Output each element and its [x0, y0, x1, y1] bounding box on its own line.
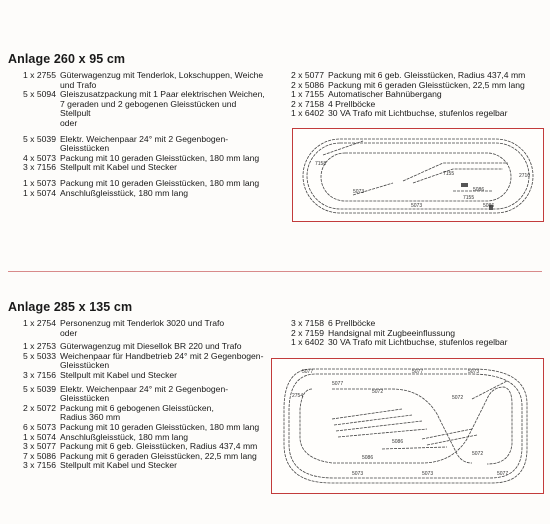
plan-label: 2754	[292, 393, 304, 399]
part-description: Stellpult mit Kabel und Stecker	[60, 162, 178, 173]
plan-label: 5077	[497, 471, 509, 477]
plan-label: 5072	[372, 389, 384, 395]
plan-label: 7155	[443, 171, 455, 177]
part-description: Güterwagenzug mit Diesellok BR 220 und Trafo	[60, 341, 242, 352]
part-description: Packung mit 6 geb. Gleisstücken, Radius 437,4 mm	[60, 441, 258, 452]
part-description: Stellpult mit Kabel und Stecker	[60, 460, 178, 471]
part-description: 30 VA Trafo mit Lichtbuchse, stufenlos regelbar	[328, 337, 508, 348]
part-description: 30 VA Trafo mit Lichtbuchse, stufenlos regelbar	[328, 108, 508, 119]
section1-track-plan	[292, 128, 544, 222]
part-quantity: 5 x 5094	[23, 89, 56, 100]
plan-label: 7158	[315, 161, 327, 167]
part-description: Packung mit 6 geraden Gleisstücken, 22,5 mm lang	[328, 79, 525, 90]
plan-label: 5073	[422, 471, 434, 477]
part-description: Gleisstücken	[60, 360, 110, 371]
part-quantity: 2 x 5086	[291, 79, 324, 90]
part-description: Gleiszusatzpackung mit 1 Paar elektrischen Weichen,	[60, 89, 265, 100]
part-quantity: 2 x 7158	[291, 98, 324, 109]
part-quantity: 1 x 7155	[291, 89, 324, 100]
part-description: Personenzug mit Tenderlok 3020 und Trafo	[60, 318, 225, 328]
part-quantity: 2 x 7159	[291, 327, 324, 338]
part-description: 7 geraden und 2 gebogenen Gleisstücken und	[60, 98, 237, 109]
plan-label: 5077	[302, 369, 314, 375]
part-quantity: 1 x 5073	[23, 178, 56, 188]
plan-label: 5086	[473, 187, 485, 193]
part-quantity: 1 x 6402	[291, 108, 324, 119]
part-quantity: 3 x 5077	[23, 441, 56, 452]
part-description: Handsignal mit Zugbeeinflussung	[328, 327, 456, 338]
plan-label: 5077	[412, 369, 424, 375]
part-quantity: 3 x 7156	[23, 460, 56, 471]
part-quantity: 1 x 2754	[23, 318, 56, 328]
part-description: Packung mit 10 geraden Gleisstücken, 180 mm lang	[60, 422, 260, 432]
plan-label: 5072	[472, 451, 484, 457]
part-quantity: 2 x 5077	[291, 70, 324, 80]
part-quantity: 4 x 5073	[23, 152, 56, 163]
part-description: Güterwagenzug mit Tenderlok, Lokschuppen, Weiche	[60, 70, 264, 80]
part-description: Stellpult	[60, 108, 91, 119]
section1-track-plan-drawing	[293, 129, 543, 221]
part-quantity: 1 x 2755	[23, 70, 56, 80]
section1-title: Anlage 260 x 95 cm	[8, 52, 126, 66]
part-quantity: 2 x 5072	[23, 402, 56, 413]
part-description: Packung mit 10 geraden Gleisstücken, 180 mm lang	[60, 178, 260, 188]
plan-label: 5086	[362, 455, 374, 461]
section-divider	[8, 271, 542, 272]
part-quantity: 1 x 5074	[23, 187, 56, 198]
part-quantity: 7 x 5086	[23, 450, 56, 461]
part-description: Anschlußgleisstück, 180 mm lang	[60, 187, 189, 198]
part-description: Stellpult mit Kabel und Stecker	[60, 370, 178, 380]
part-description: Gleisstücken	[60, 393, 110, 404]
plan-label: 5073	[352, 471, 364, 477]
part-quantity: 3 x 7156	[23, 370, 56, 380]
part-description: Elektr. Weichenpaar 24° mit 2 Gegenbogen-	[60, 383, 229, 394]
part-quantity: 5 x 5039	[23, 383, 56, 394]
part-description: 4 Prellböcke	[328, 98, 376, 109]
plan-label: 5086	[392, 439, 404, 445]
part-quantity: 1 x 2753	[23, 341, 56, 352]
part-description: oder	[60, 118, 78, 128]
section2-track-plan	[271, 358, 544, 494]
section2-title: Anlage 285 x 135 cm	[8, 300, 133, 314]
plan-label: 5073	[468, 369, 480, 375]
part-quantity: 3 x 7156	[23, 162, 56, 173]
part-description: Packung mit 6 geb. Gleisstücken, Radius 437,4 mm	[328, 70, 526, 80]
part-description: Gleisstücken	[60, 143, 110, 154]
plan-label: 7155	[463, 195, 475, 201]
plan-label: 5073	[353, 189, 365, 195]
part-description: und Trafo	[60, 79, 97, 90]
part-quantity: 6 x 5073	[23, 422, 56, 432]
part-quantity: 1 x 5074	[23, 431, 56, 442]
part-description: 6 Prellböcke	[328, 318, 376, 328]
part-quantity: 1 x 6402	[291, 337, 324, 348]
part-quantity: 5 x 5039	[23, 133, 56, 144]
part-description: Weichenpaar für Handbetrieb 24° mit 2 Gegenbogen-	[60, 350, 264, 361]
part-quantity: 5 x 5033	[23, 350, 56, 361]
part-description: Radius 360 mm	[60, 412, 121, 423]
part-description: Packung mit 6 gebogenen Gleisstücken,	[60, 402, 214, 413]
part-description: Anschlußgleisstück, 180 mm lang	[60, 431, 189, 442]
part-description: Packung mit 10 geraden Gleisstücken, 180 mm lang	[60, 152, 260, 163]
part-description: oder	[60, 327, 78, 338]
plan-label: 5073	[411, 203, 423, 209]
plan-label: 2710	[519, 173, 531, 179]
plan-label: 5077	[332, 381, 344, 387]
plan-label: 5086	[483, 203, 495, 209]
plan-label: 5072	[452, 395, 464, 401]
section2-track-plan-drawing	[272, 359, 543, 493]
part-description: Elektr. Weichenpaar 24° mit 2 Gegenbogen-	[60, 133, 229, 144]
part-description: Automatischer Bahnübergang	[328, 89, 442, 100]
part-description: Packung mit 6 geraden Gleisstücken, 22,5 mm lang	[60, 450, 257, 461]
part-quantity: 3 x 7158	[291, 318, 324, 328]
